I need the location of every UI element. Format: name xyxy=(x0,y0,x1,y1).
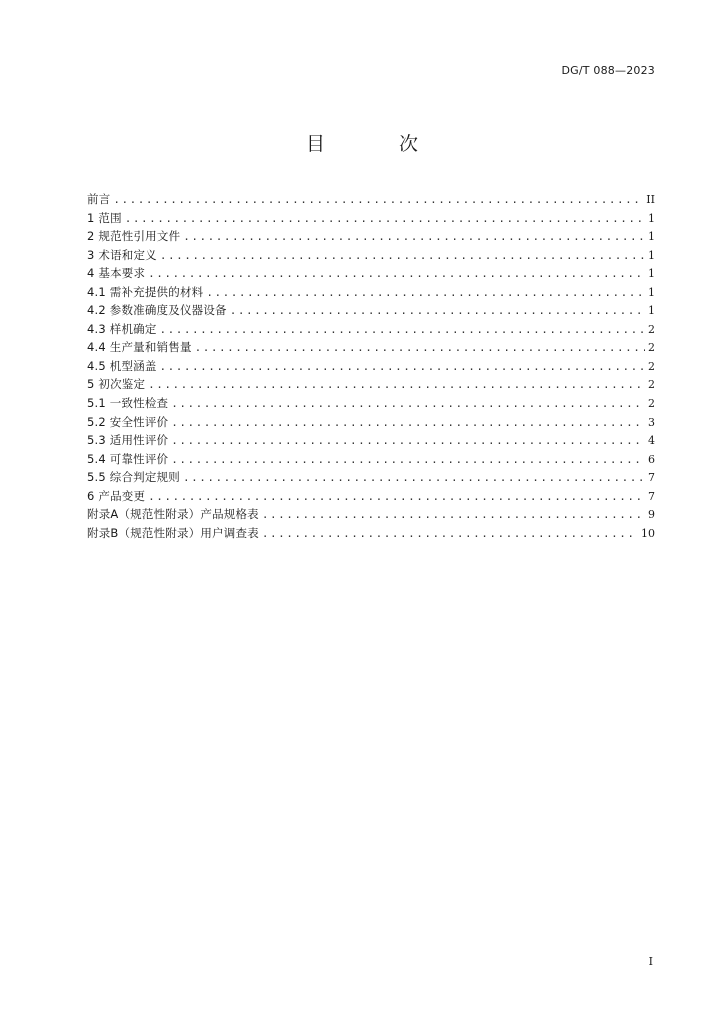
toc-entry-label: 5.4 可靠性评价 xyxy=(87,451,169,466)
toc-entry-terms-definitions[interactable] xyxy=(87,246,655,265)
toc-entry-label: 5.1 一致性检查 xyxy=(87,396,169,411)
toc-leader-dots xyxy=(160,247,645,266)
toc-leader-dots xyxy=(148,376,645,395)
toc-leader-dots xyxy=(262,506,645,525)
toc-entry-label: 5.5 综合判定规则 xyxy=(87,470,180,485)
page-number: I xyxy=(648,955,653,968)
toc-entry-page: 2 xyxy=(648,397,655,411)
toc-entry-5-3[interactable] xyxy=(87,431,655,450)
toc-entry-page: 1 xyxy=(648,211,655,225)
toc-leader-dots xyxy=(262,525,638,544)
toc-leader-dots xyxy=(183,228,645,247)
toc-leader-dots xyxy=(171,451,645,470)
toc-entry-scope[interactable] xyxy=(87,209,655,228)
toc-leader-dots xyxy=(206,284,645,303)
toc-entry-page: 1 xyxy=(648,285,655,299)
toc-leader-dots xyxy=(160,321,645,340)
toc-entry-label: 附录A（规范性附录）产品规格表 xyxy=(87,507,259,522)
toc-entry-label: 5.3 适用性评价 xyxy=(87,433,169,448)
toc-entry-product-change[interactable] xyxy=(87,487,655,506)
toc-leader-dots xyxy=(125,210,645,229)
toc-entry-label: 1 范围 xyxy=(87,210,122,225)
toc-entry-label: 4.4 生产量和销售量 xyxy=(87,340,192,355)
toc-entry-4-2[interactable] xyxy=(87,301,655,320)
toc-entry-label: 2 规范性引用文件 xyxy=(87,229,181,244)
toc-leader-dots xyxy=(195,339,645,358)
toc-entry-label: 4.2 参数准确度及仪器设备 xyxy=(87,303,227,318)
toc-entry-page: 10 xyxy=(641,526,655,540)
table-of-contents xyxy=(87,190,655,542)
toc-entry-label: 5 初次鉴定 xyxy=(87,377,146,392)
toc-entry-4-4[interactable] xyxy=(87,338,655,357)
toc-entry-page: 1 xyxy=(648,230,655,244)
toc-entry-page: 1 xyxy=(648,304,655,318)
toc-entry-label: 6 产品变更 xyxy=(87,488,146,503)
toc-entry-page: 7 xyxy=(648,489,655,503)
toc-entry-page: 3 xyxy=(648,415,655,429)
toc-entry-page: 4 xyxy=(648,434,655,448)
toc-entry-page: 7 xyxy=(648,471,655,485)
toc-entry-page: 1 xyxy=(648,267,655,281)
toc-entry-4-5[interactable] xyxy=(87,357,655,376)
toc-entry-page: 2 xyxy=(648,359,655,373)
toc-entry-label: 4.5 机型涵盖 xyxy=(87,358,157,373)
toc-entry-5-1[interactable] xyxy=(87,394,655,413)
toc-entry-page: 2 xyxy=(648,322,655,336)
toc-entry-label: 4 基本要求 xyxy=(87,266,146,281)
toc-entry-page: 9 xyxy=(648,508,655,522)
toc-entry-4-1[interactable] xyxy=(87,283,655,302)
toc-entry-page: 1 xyxy=(648,248,655,262)
toc-entry-5-2[interactable] xyxy=(87,413,655,432)
toc-entry-normative-references[interactable] xyxy=(87,227,655,246)
toc-entry-initial-appraisal[interactable] xyxy=(87,375,655,394)
toc-entry-foreword[interactable] xyxy=(87,190,655,209)
toc-entry-page: 6 xyxy=(648,452,655,466)
toc-entry-5-5[interactable] xyxy=(87,468,655,487)
toc-entry-label: 附录B（规范性附录）用户调查表 xyxy=(87,525,259,540)
toc-entry-label: 3 术语和定义 xyxy=(87,247,157,262)
toc-entry-appendix-a[interactable] xyxy=(87,505,655,524)
toc-leader-dots xyxy=(113,191,643,210)
toc-entry-label: 5.2 安全性评价 xyxy=(87,414,169,429)
toc-leader-dots xyxy=(171,395,645,414)
toc-leader-dots xyxy=(171,414,645,433)
toc-entry-5-4[interactable] xyxy=(87,450,655,469)
toc-leader-dots xyxy=(148,488,645,507)
toc-entry-basic-requirements[interactable] xyxy=(87,264,655,283)
toc-entry-label: 4.1 需补充提供的材料 xyxy=(87,284,204,299)
toc-leader-dots xyxy=(148,265,645,284)
toc-leader-dots xyxy=(183,469,645,488)
toc-leader-dots xyxy=(171,432,645,451)
toc-entry-label: 前言 xyxy=(87,192,111,206)
document-code: DG/T 088—2023 xyxy=(561,64,655,77)
toc-entry-label: 4.3 样机确定 xyxy=(87,321,157,336)
toc-entry-page: II xyxy=(646,193,655,206)
toc-entry-page: 2 xyxy=(648,378,655,392)
toc-entry-appendix-b[interactable] xyxy=(87,524,655,543)
toc-entry-4-3[interactable] xyxy=(87,320,655,339)
toc-leader-dots xyxy=(230,302,645,321)
toc-leader-dots xyxy=(160,358,645,377)
page-title: 目 次 xyxy=(305,133,453,155)
toc-entry-page: 2 xyxy=(648,341,655,355)
